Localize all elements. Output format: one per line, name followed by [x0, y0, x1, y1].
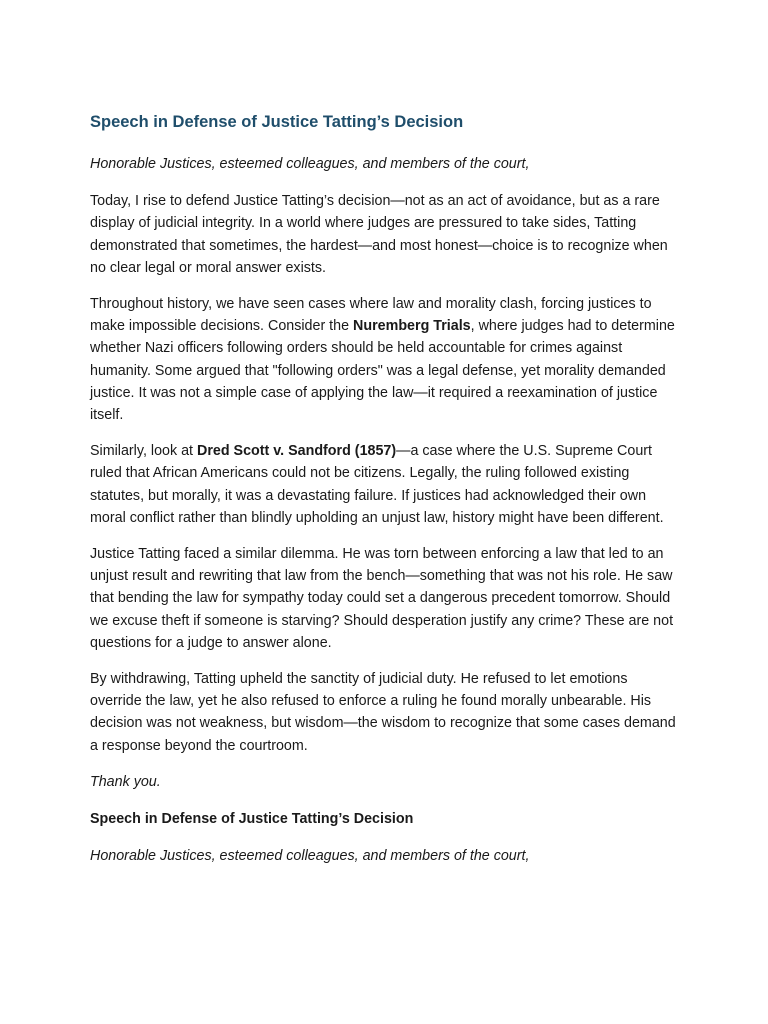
- repeated-title: Speech in Defense of Justice Tatting’s Decision: [90, 811, 414, 828]
- paragraph-2: [90, 293, 680, 426]
- paragraph-3-text-a: Similarly, look at: [90, 443, 197, 460]
- closing-thanks: Thank you.: [90, 773, 161, 790]
- salutation: Honorable Justices, esteemed colleagues, and members of the court,: [90, 156, 530, 172]
- paragraph-1: Today, I rise to defend Justice Tatting’s decision—not as an act of avoidance, but as a rare display of judicial integrity. In a world where judges are pressured to take sides, Tatting demonstrated that sometimes, the hardest—and most honest—choice is to recognize when no clear legal or moral answer exists.: [90, 193, 668, 276]
- paragraph-2-text-a: Throughout history, we have seen cases where law and morality clash, forcing justices to make impossible decisions. Consider the: [90, 296, 652, 335]
- paragraph-2-text-b: , where judges had to determine whether Nazi officers following orders should be held accountable for crimes against humanity. Some argued that "following orders" was a legal defense, yet morality demanded justice. It was not a simple case of applying the law—it required a reexamination of justice itself.: [90, 318, 675, 424]
- repeated-salutation: Honorable Justices, esteemed colleagues, and members of the court,: [90, 848, 530, 865]
- document-page: [90, 110, 680, 882]
- paragraph-3: [90, 440, 680, 529]
- paragraph-3-text-b: —a case where the U.S. Supreme Court ruled that African Americans could not be citizens. Legally, the ruling followed existing statutes, but morally, it was a devastating failure. If justices had acknowledged their own moral conflict rather than blindly upholding an unjust law, history might have been different.: [90, 443, 664, 526]
- paragraph-3-bold: Dred Scott v. Sandford (1857): [197, 443, 397, 460]
- paragraph-5: By withdrawing, Tatting upheld the sanctity of judicial duty. He refused to let emotions override the law, yet he also refused to enforce a ruling he found morally unbearable. His decision was not weakness, but wisdom—the wisdom to recognize that some cases demand a response beyond the courtroom.: [90, 671, 676, 754]
- document-title: Speech in Defense of Justice Tatting’s Decision: [90, 113, 464, 131]
- paragraph-4: Justice Tatting faced a similar dilemma. He was torn between enforcing a law that led to an unjust result and rewriting that law from the bench—something that was not his role. He saw that bending the law for sympathy today could set a dangerous precedent tomorrow. Should we excuse theft if someone is starving? Should desperation justify any crime? These are not questions for a judge to answer alone.: [90, 546, 674, 651]
- paragraph-2-bold: Nuremberg Trials: [353, 318, 471, 335]
